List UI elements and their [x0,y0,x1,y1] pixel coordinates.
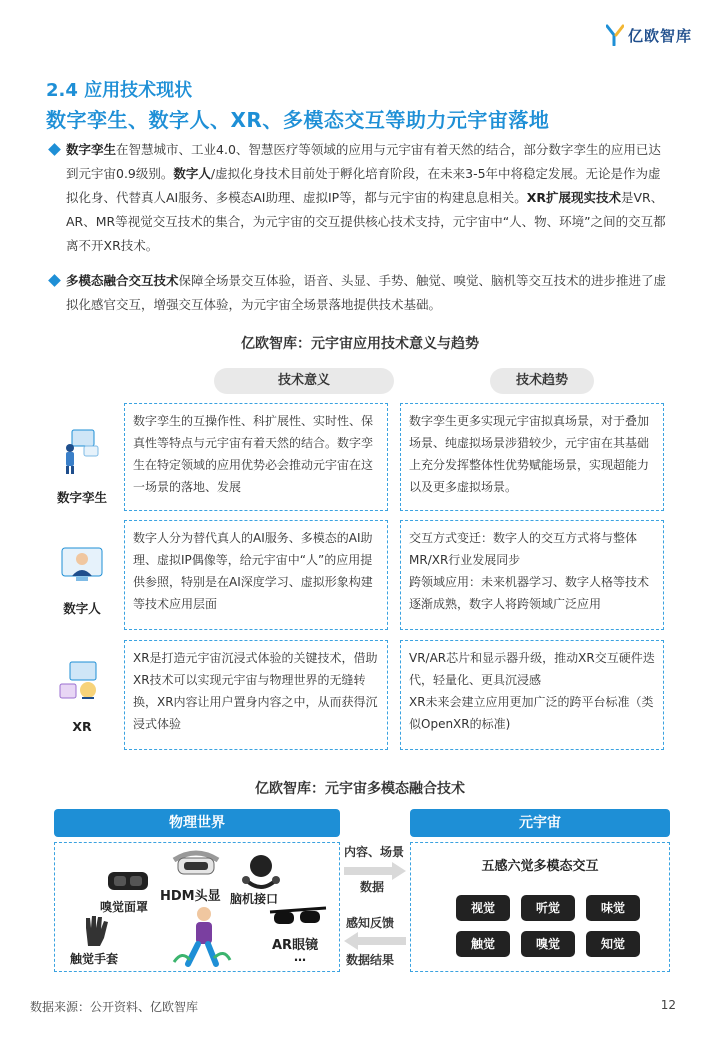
senses-title: 五感六觉多模态交互 [481,859,599,874]
bci-icon [236,852,286,894]
meaning-card-xr: XR是打造元宇宙沉浸式体验的关键技术，借助XR技术可以实现元宇宙与物理世界的无缝转换，XR内容让用户置身内容之中，从而获得沉浸式体验 [124,640,388,750]
paragraph-2 [50,269,670,317]
xr-icon [56,658,106,704]
metaverse-bar: 元宇宙 [410,809,670,837]
paragraph-text: /虚拟化身技术目前处于孵化培育阶段，在未来3-5年中将稳定发展。无论是作为虚拟化身、代替真人AI服务、多模态AI助理、虚拟IP等，都与元宇宙的构建息息相关。 [66,166,661,205]
physical-world-bar: 物理世界 [54,809,340,837]
brand-logo [606,24,692,46]
section-headline: 数字孪生、数字人、XR、多模态交互等助力元宇宙落地 [46,108,550,132]
row-label-digital-human: 数字人 [63,601,101,616]
trend-card-digital-twin: 数字孪生更多实现元宇宙拟真场景，对于叠加场景、纯虚拟场景涉猎较少，元宇宙在其基础上充分发挥整体性优势赋能场景，实现超能力以及更多虚拟场景。 [400,403,664,511]
person-icon [172,904,232,970]
paragraph-1 [50,138,670,258]
paragraph-text: 保障全场景交互体验，语音、头显、手势、触觉、嗅觉、脑机等交互技术的进步推进了虚拟化感官交互，增强交互体验，为元宇宙全场景落地提供技术基础。 [66,273,667,312]
ar-glasses-icon [268,904,328,930]
arrow-label-feedback: 感知反馈 [346,916,395,930]
device-label-hdm: HDM头显 [160,889,221,904]
meaning-card-digital-human: 数字人分为替代真人的AI服务、多模态的AI助理、虚拟IP偶像等，给元宇宙中“人”的应用提供参照，特别是在AI深度学习、虚拟形象构建等技术应用层面 [124,520,388,630]
paragraph-text: 是VR、AR、MR等视觉交互技术的集合，为元宇宙的交互提供核心技术支持，元宇宙中“人、物、环境”之间的交互都离不开XR技术。 [66,190,666,253]
meaning-card-digital-twin: 数字孪生的互操作性、科扩展性、实时性、保真性等特点与元宇宙有着天然的结合。数字孪生在特定领域的应用优势必会推动元宇宙在这一场景的落地、发展 [124,403,388,511]
arrow-label-content: 内容、场景 [344,845,405,859]
row-label-digital-twin: 数字孪生 [56,490,107,505]
figure1-title: 亿欧智库：元宇宙应用技术意义与趋势 [241,336,479,352]
arrow-label-data: 数据 [360,880,385,894]
logo-icon [606,24,624,46]
term-multimodal: 多模态融合交互技术 [66,273,179,288]
column-head-trend: 技术趋势 [490,368,594,394]
device-label-ar: AR眼镜 [272,938,319,953]
column-head-meaning: 技术意义 [214,368,394,394]
hdm-headset-icon [168,846,224,876]
term-digital-twin: 数字孪生 [66,142,117,157]
term-xr: XR扩展现实技术 [526,190,621,205]
row-label-xr: XR [72,719,92,734]
sense-touch: 触觉 [456,931,510,957]
sense-hearing: 听觉 [521,895,575,921]
data-source: 数据来源：公开资料、亿欧智库 [30,1000,199,1014]
arrow-label-result: 数据结果 [346,953,395,967]
section-number-title: 2.4 应用技术现状 [46,80,193,101]
trend-item: VR/AR芯片和显示器升级，推动XR交互硬件迭代，轻量化、更具沉浸感 [409,651,655,687]
sense-perception: 知觉 [586,931,640,957]
digital-human-icon [58,544,106,584]
sense-sight: 视觉 [456,895,510,921]
paragraph-text: 在智慧城市、工业4.0、智慧医疗等领域的应用与元宇宙有着天然的结合，部分数字孪生的应用已达到元宇宙0.9级别。 [66,142,661,181]
figure2-title: 亿欧智库：元宇宙多模态融合技术 [255,781,465,797]
term-digital-human: 数字人 [173,166,211,181]
sense-smell: 嗅觉 [521,931,575,957]
sense-taste: 味觉 [586,895,640,921]
device-label-glove: 触觉手套 [70,952,119,966]
logo-text: 亿欧智库 [627,26,692,45]
vr-headset-icon [104,866,152,894]
device-label-bci: 脑机接口 [230,892,279,906]
arrow-left-icon [344,932,406,950]
trend-card-xr [400,640,664,750]
page-number: 12 [660,998,676,1012]
device-label-more: … [294,950,306,964]
digital-twin-icon [58,426,106,476]
trend-item: 交互方式变迁：数字人的交互方式将与整体MR/XR行业发展同步 [409,531,638,567]
trend-item: 跨领域应用：未来机器学习、数字人格等技术逐渐成熟，数字人将跨领域广泛应用 [409,575,650,611]
device-label-smell-mask: 嗅觉面罩 [100,900,149,914]
trend-card-digital-human [400,520,664,630]
trend-item: XR未来会建立应用更加广泛的跨平台标准（类似OpenXR的标准) [409,695,654,731]
glove-icon [80,912,114,948]
